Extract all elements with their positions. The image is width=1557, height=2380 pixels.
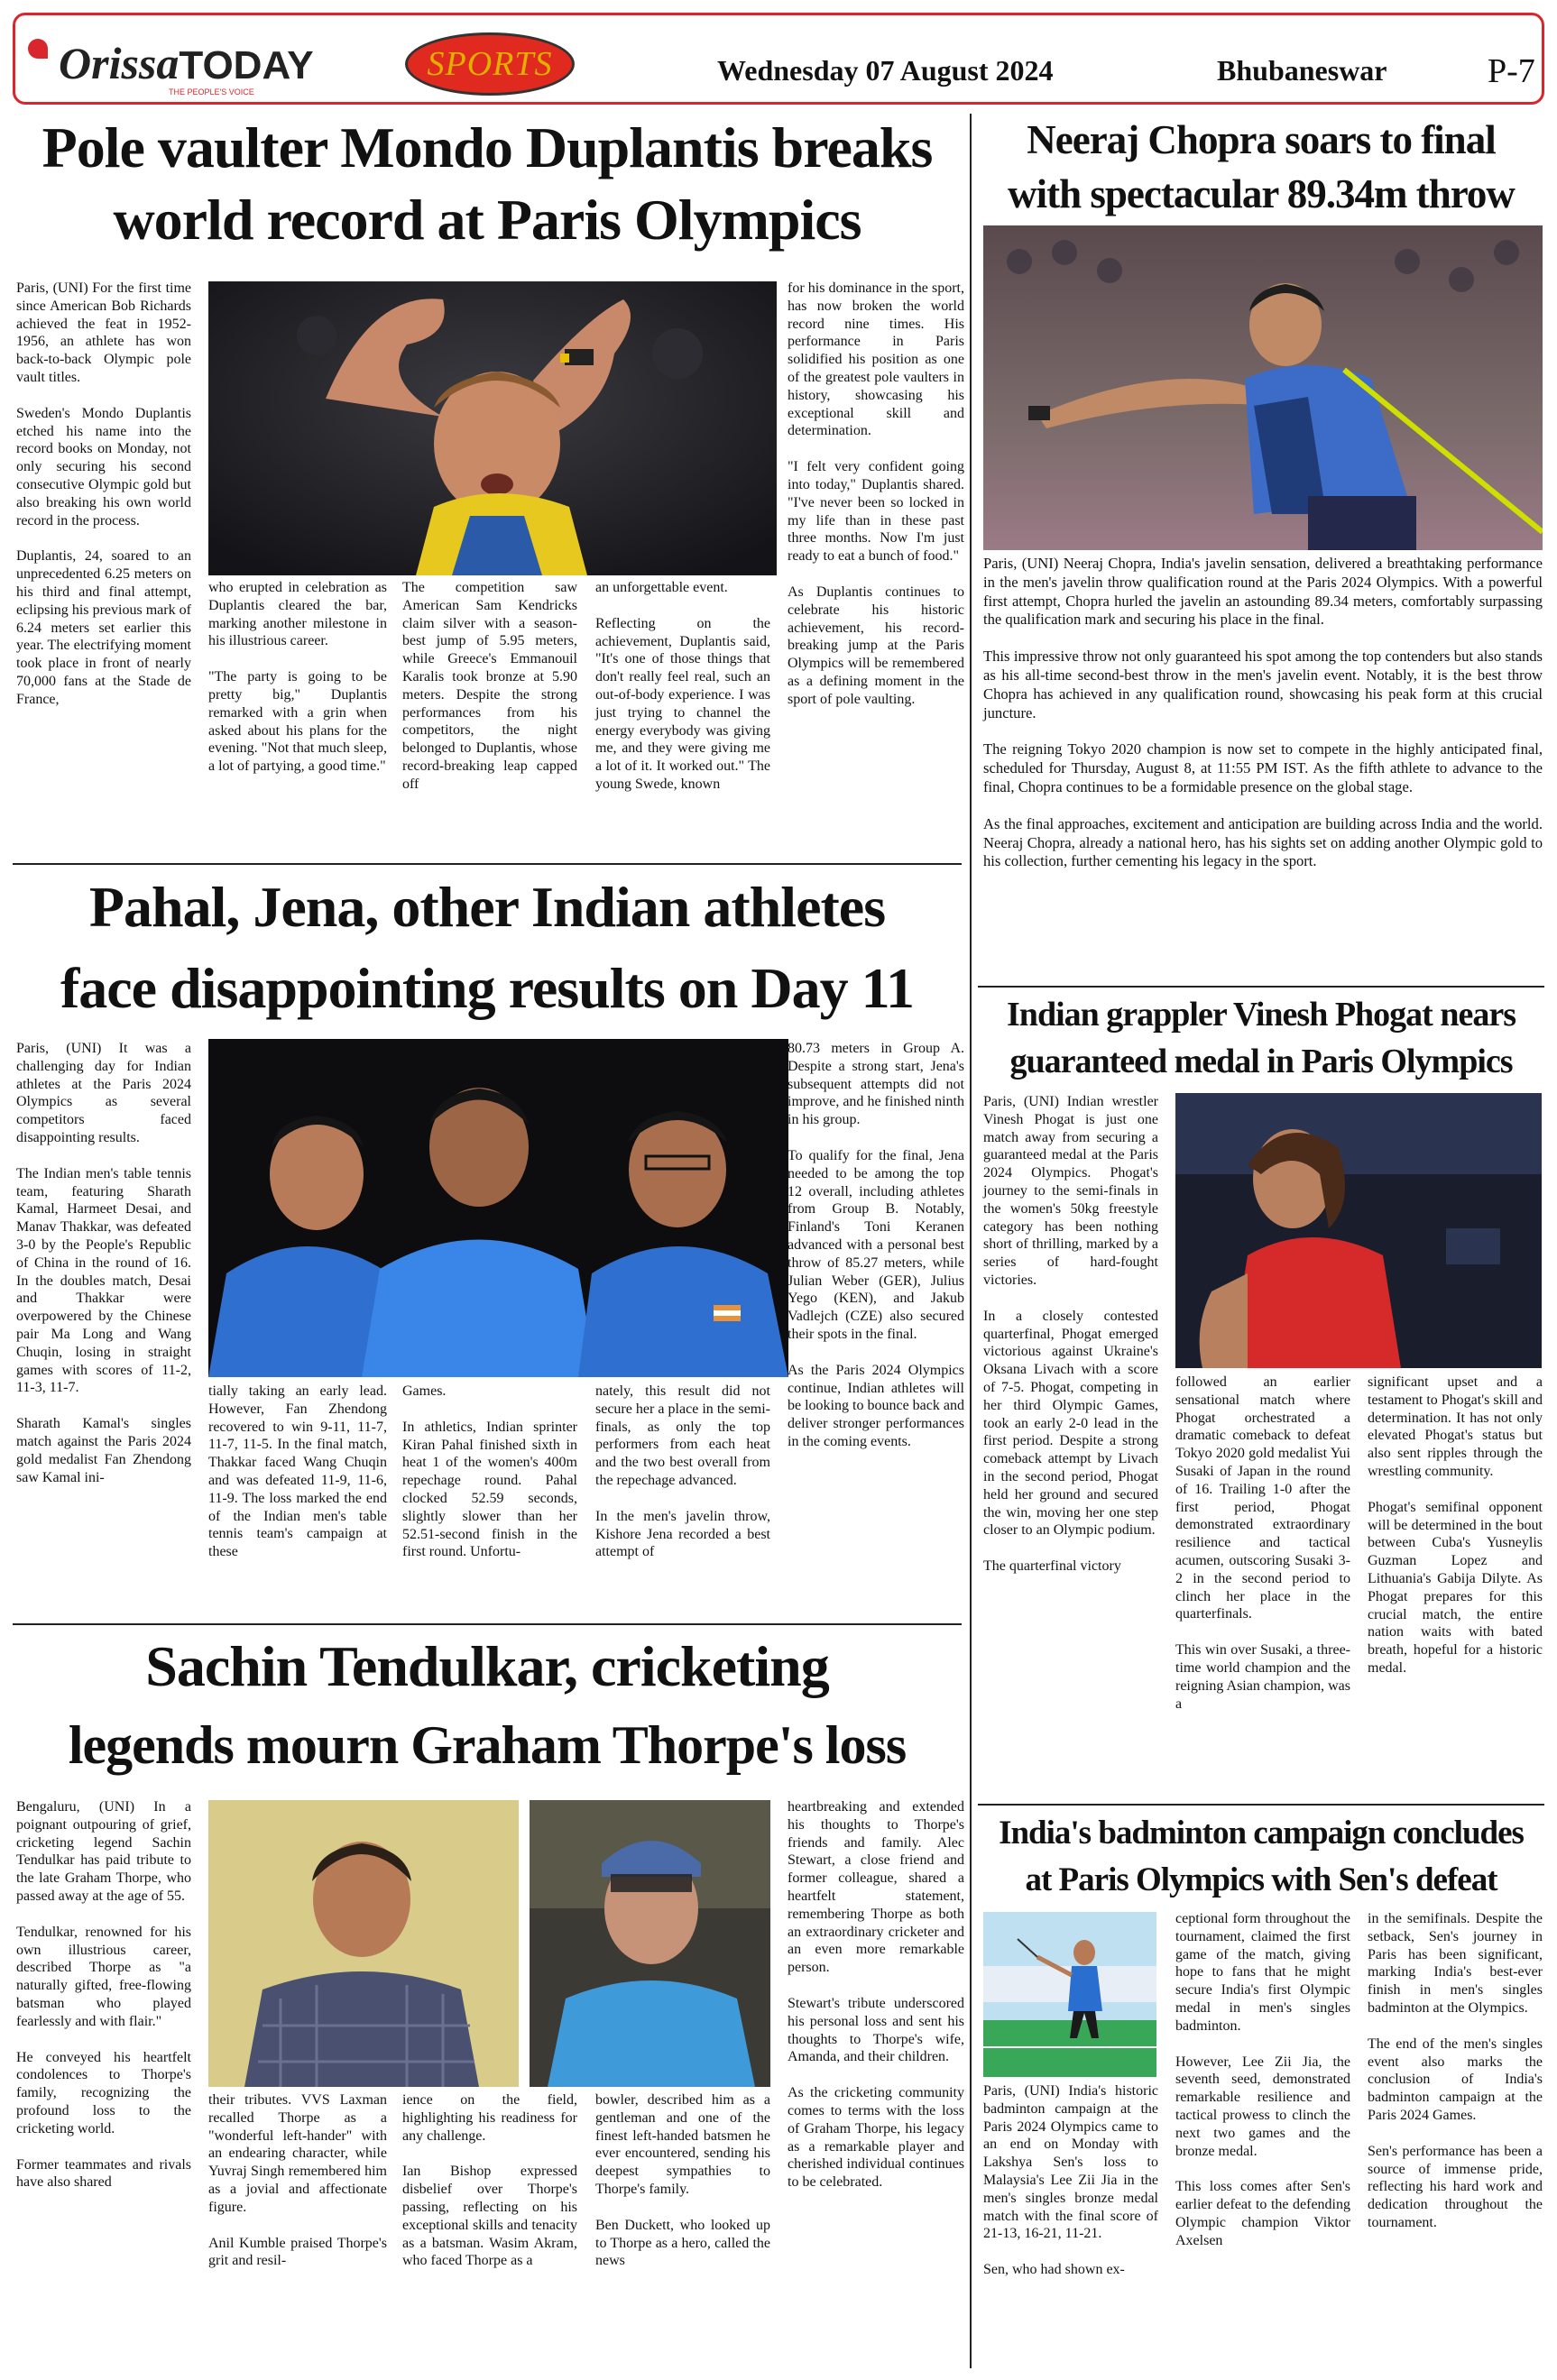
headline-duplantis-line1[interactable]: Pole vaulter Mondo Duplantis breaks: [41, 115, 933, 179]
paragraph: Paris, (UNI) For the first time since American Bob Richards achieved the feat in 1952-1956, an athlete has won back-to-back Olympic pole vault titles.: [16, 280, 191, 385]
headline-sen-line2[interactable]: at Paris Olympics with Sen's defeat: [1025, 1861, 1497, 1898]
paragraph: Paris, (UNI) It was a challenging day for Indian athletes at the Paris 2024 Olympics as several competitors faced disappointing results.: [16, 1041, 191, 1145]
phogat-col-1: [983, 1093, 1158, 1594]
paragraph: bowler, described him as a gentleman and one of the finest left-handed batsmen he ever encountered, sending his deepest sympathies to Thorpe's family.: [595, 2092, 770, 2197]
pahal-col-3: [402, 1383, 577, 1579]
headline-pahal-line1[interactable]: Pahal, Jena, other Indian athletes: [88, 875, 886, 939]
paragraph: nately, this result did not secure her a place in the semi-finals, as only the top performers from each heat and the two best overall from the repechage advanced.: [595, 1383, 770, 1488]
photo-tendulkar: [208, 1800, 519, 2087]
paragraph: He conveyed his heartfelt condolences to Thorpe's family, recognizing the profound loss to the cricketing world.: [16, 2049, 191, 2136]
column-divider: [970, 114, 972, 2368]
section-badge: SPORTS: [405, 32, 575, 96]
paragraph: In a closely contested quarterfinal, Phogat emerged victorious against Ukraine's Oksana Livach with a score of 7-5. Phogat, competing in her third Olympic Games, took an early 2-0 lead in the first period. Despite a strong comeback attempt by Livach in the second period, Phogat held her ground and secured the win, moving her one step closer to an Olympic podium.: [983, 1308, 1158, 1539]
paragraph: As the Paris 2024 Olympics continue, Indian athletes will be looking to bounce back and deliver stronger performances in the coming events.: [788, 1362, 964, 1449]
paragraph: The Indian men's table tennis team, featuring Sharath Kamal, Harmeet Desai, and Manav Thakkar, was defeated 3-0 by the People's Republic of China in the round of 16. In the doubles match, Desai and Thakkar were overpowered by the Chinese pair Ma Long and Wang Chuqin, losing in straight games with scores of 11-2, 11-3, 11-7.: [16, 1165, 191, 1396]
duplantis-col-2: [208, 579, 387, 794]
headline-duplantis-line2[interactable]: world record at Paris Olympics: [113, 188, 861, 252]
photo-table-tennis-team: [208, 1039, 788, 1377]
tendulkar-col-2: [208, 2091, 387, 2288]
logo-today: TODAY: [179, 43, 314, 87]
headline-chopra-line1[interactable]: Neeraj Chopra soars to final: [1027, 117, 1496, 162]
paragraph: Ben Duckett, who looked up to Thorpe as a hero, called the news: [595, 2217, 770, 2269]
paragraph: As the cricketing community comes to terms with the loss of Graham Thorpe, his legacy as a remarkable player and cherished individual continues to be celebrated.: [788, 2085, 964, 2191]
headline-sen-line1[interactable]: India's badminton campaign concludes: [999, 1815, 1524, 1852]
tendulkar-col-3: [402, 2091, 577, 2288]
paragraph: Sweden's Mondo Duplantis etched his name into the record books on Monday, not only securing his second consecutive Olympic gold but also breaking his own world record in the process.: [16, 405, 191, 528]
paragraph: The competition saw American Sam Kendricks claim silver with a season-best jump of 5.95 meters, while Greece's Emmanouil Karalis took bronze at 5.90 meters. Despite the strong performances from his competitors, the night belonged to Duplantis, whose record-breaking leap capped off: [402, 580, 577, 792]
duplantis-col-5: [788, 280, 964, 727]
paragraph: In athletics, Indian sprinter Kiran Pahal finished sixth in heat 1 of the women's 400m repechage round. Pahal clocked 52.59 seconds, slightly slower than her 52.51-second finish in the first round. Unfortu-: [402, 1419, 577, 1560]
paragraph: followed an earlier sensational match where Phogat orchestrated a dramatic comeback to defeat Tokyo 2020 gold medalist Yui Susaki of Japan in the round of 16. Trailing 1-0 after the first period, Phogat demonstrated extraordinary resilience and tactical acumen, outscoring Susaki 3-2 in the second period to clinch her place in the quarterfinals.: [1175, 1374, 1350, 1622]
tendulkar-col-5: [788, 1798, 964, 2210]
paragraph: As the final approaches, excitement and anticipation are building across India and the world. Neeraj Chopra, already a national hero, has his sights set on adding another Olympic gold to his collection, further cementing his legacy in the sport.: [983, 814, 1543, 870]
paragraph: Sen's performance has been a source of immense pride, reflecting his hard work and dedication throughout the tournament.: [1368, 2143, 1543, 2230]
paragraph: Sen, who had shown ex-: [983, 2262, 1125, 2278]
photo-duplantis: [208, 281, 777, 575]
page-number: P-7: [1488, 52, 1535, 90]
section-divider: [978, 1804, 1544, 1806]
paragraph: Stewart's tribute underscored his personal loss and sent his thoughts to Thorpe's wife, Amanda, and their children.: [788, 1995, 964, 2065]
paragraph: However, Lee Zii Jia, the seventh seed, demonstrated remarkable resilience and tactical prowess to clinch the next two games and the bronze medal.: [1175, 2054, 1350, 2159]
sen-col-2: [1175, 1910, 1350, 2268]
paragraph: To qualify for the final, Jena needed to be among the top 12 overall, including athletes from Group B. Notably, Finland's Toni Keranen advanced with a personal best throw of 85.27 meters, while Julian Weber (GER), Julius Yego (KEN), and Jakub Vadlejch (CZE) also secured their spots in the final.: [788, 1147, 964, 1342]
paragraph: Paris, (UNI) India's historic badminton campaign at the Paris 2024 Olympics came to an end on Monday with Lakshya Sen's loss to Malaysia's Lee Zii Jia in the men's singles bronze medal match with the final score of 21-13, 16-21, 11-21.: [983, 2083, 1158, 2242]
section-divider: [13, 1623, 962, 1625]
paragraph: This loss comes after Sen's earlier defeat to the defending Olympic champion Viktor Axelsen: [1175, 2179, 1350, 2248]
paragraph: The reigning Tokyo 2020 champion is now set to compete in the highly anticipated final, scheduled for Thursday, August 8, at 11:55 PM IST. As the fifth athlete to advance to the final, Chopra continues to be a formidable presence on the global stage.: [983, 740, 1543, 795]
paragraph: in the semifinals. Despite the setback, Sen's journey in Paris has been significant, marking India's best-ever finish in men's singles badminton at the Olympics.: [1368, 1911, 1543, 2016]
paragraph: for his dominance in the sport, has now broken the world record nine times. His performance in Paris solidified his position as one of the greatest pole vaulters in history, showcasing his exceptional skill and determination.: [788, 280, 964, 439]
paragraph: 80.73 meters in Group A. Despite a strong start, Jena's subsequent attempts did not improve, and he finished ninth in his group.: [788, 1041, 964, 1128]
paragraph: who erupted in celebration as Duplantis cleared the bar, marking another milestone in his illustrious career.: [208, 580, 387, 649]
edition-city: Bhubaneswar: [1217, 54, 1387, 87]
headline-pahal-line2[interactable]: face disappointing results on Day 11: [60, 956, 915, 1020]
phogat-col-2: [1175, 1374, 1350, 1731]
logo-orissa: Orissa: [59, 38, 180, 88]
photo-sen: [983, 1912, 1156, 2077]
sen-col-1: [983, 2082, 1158, 2297]
section-divider: [978, 986, 1544, 988]
paragraph: This impressive throw not only guaranteed his spot among the top contenders but also stands as his all-time second-best throw in the men's javelin event. Notably, it is the best throw Chopra has achieved in any qualification round, showcasing his peak form at this crucial juncture.: [983, 648, 1543, 721]
chopra-body: [983, 555, 1543, 889]
paragraph: Paris, (UNI) Neeraj Chopra, India's javelin sensation, delivered a breathtaking performance in the men's javelin throw qualification round at the Paris 2024 Olympics. With a powerful first attempt, Chopra hurled the javelin an astounding 89.34 meters, comfortably surpassing the qualification mark and securing his place in the final.: [983, 555, 1543, 629]
pahal-col-4: [595, 1383, 770, 1579]
duplantis-col-3: [402, 579, 577, 812]
headline-tendulkar-line2[interactable]: legends mourn Graham Thorpe's loss: [68, 1715, 907, 1775]
logo[interactable]: [33, 37, 314, 96]
paragraph: As Duplantis continues to celebrate his historic achievement, his record-breaking jump at the Paris Olympics will be remembered as a defining moment in the sport of pole vaulting.: [788, 584, 964, 707]
paragraph: Bengaluru, (UNI) In a poignant outpouring of grief, cricketing legend Sachin Tendulkar has paid tribute to the late Graham Thorpe, who passed away at the age of 55.: [16, 1799, 191, 1904]
paragraph: The end of the men's singles event also marks the conclusion of India's badminton campaign at the Paris 2024 Games.: [1368, 2035, 1543, 2123]
paragraph: Tendulkar, renowned for his own illustrious career, described Thorpe as "a naturally gifted, free-flowing batsman who played fearlessly and with flair.": [16, 1924, 191, 2029]
paragraph: This win over Susaki, a three-time world champion and the reigning Asian champion, was a: [1175, 1642, 1350, 1712]
paragraph: "The party is going to be pretty big," Duplantis remarked with a grin when asked about his plans for the evening. "Not that much sleep, a lot of partying, a good time.": [208, 669, 387, 775]
paragraph: their tributes. VVS Laxman recalled Thorpe as a "wonderful left-hander" with an endearing character, while Yuvraj Singh remembered him as a jovial and affectionate figure.: [208, 2092, 387, 2215]
paragraph: ience on the field, highlighting his readiness for any challenge.: [402, 2092, 577, 2144]
headline-chopra-line2[interactable]: with spectacular 89.34m throw: [1008, 171, 1515, 216]
paragraph: In the men's javelin throw, Kishore Jena recorded a best attempt of: [595, 1508, 770, 1560]
phogat-col-3: [1368, 1374, 1543, 1695]
paragraph: heartbreaking and extended his thoughts to Thorpe's friends and family. Alec Stewart, a close friend and former colleague, shared a heartfelt statement, remembering Thorpe as both an extraordinary cricketer and an even more remarkable person.: [788, 1799, 964, 1976]
paragraph: ceptional form throughout the tournament, claimed the first game of the match, giving hope to fans that he might secure India's first Olympic medal in men's singles badminton.: [1175, 1911, 1350, 2034]
paragraph: Former teammates and rivals have also shared: [16, 2156, 191, 2191]
paragraph: "I felt very confident going into today," Duplantis shared. "I've never been so locked in my life than in these past three months. Now I'm just ready to eat a bunch of food.": [788, 459, 964, 565]
photo-chopra: [983, 225, 1543, 550]
paragraph: Reflecting on the achievement, Duplantis said, "It's one of those things that don't really feel real, such an out-of-body experience. I was just trying to channel the energy everybody was giving me, and they were giving me a lot of it. It worked out." The young Swede, known: [595, 615, 770, 792]
paragraph: Games.: [402, 1383, 447, 1399]
duplantis-col-4: [595, 579, 770, 812]
paragraph: Phogat's semifinal opponent will be determined in the bout between Cuba's Yusneylis Guzman Lopez and Lithuania's Gabija Dilyte. As Phogat prepares for this crucial match, the entire nation waits with bated breath, hopeful for a historic medal.: [1368, 1499, 1543, 1676]
sen-col-3: [1368, 1910, 1543, 2250]
masthead: [13, 13, 1544, 105]
paragraph: Ian Bishop expressed disbelief over Thorpe's passing, reflecting on his exceptional skills and tenacity as a batsman. Wasim Akram, who faced Thorpe as a: [402, 2164, 577, 2269]
tendulkar-col-1: [16, 1798, 191, 2210]
paragraph: Sharath Kamal's singles match against the Paris 2024 gold medalist Fan Zhendong saw Kamal ini-: [16, 1416, 191, 1485]
headline-phogat-line2[interactable]: guaranteed medal in Paris Olympics: [1009, 1043, 1513, 1080]
headline-phogat-line1[interactable]: Indian grappler Vinesh Phogat nears: [1007, 996, 1516, 1034]
photo-thorpe: [530, 1800, 770, 2087]
pahal-col-1: [16, 1040, 191, 1504]
pahal-col-2: [208, 1383, 387, 1579]
section-divider: [13, 863, 962, 865]
headline-tendulkar-line1[interactable]: Sachin Tendulkar, cricketing: [145, 1634, 829, 1698]
issue-date: Wednesday 07 August 2024: [717, 54, 1054, 87]
paragraph: significant upset and a testament to Phogat's skill and determination. It has not only elevated Phogat's status but also sent ripples through the wrestling community.: [1368, 1374, 1543, 1479]
pahal-col-5: [788, 1040, 964, 1469]
paragraph: Paris, (UNI) Indian wrestler Vinesh Phogat is just one match away from securing a guaranteed medal at the Paris 2024 Olympics. Phogat's journey to the semi-finals in the women's 50kg freestyle category has been nothing short of thrilling, marked by a series of hard-fought victories.: [983, 1094, 1158, 1288]
tendulkar-col-4: [595, 2091, 770, 2288]
paragraph: The quarterfinal victory: [983, 1558, 1121, 1575]
paragraph: Anil Kumble praised Thorpe's grit and resil-: [208, 2235, 387, 2269]
logo-tagline: THE PEOPLE'S VOICE: [169, 87, 254, 96]
paragraph: an unforgettable event.: [595, 580, 728, 595]
paragraph: Duplantis, 24, soared to an unprecedented 6.25 meters on his third and final attempt, eclipsing his previous mark of 6.24 meters set earlier this year. The electrifying moment took place in front of nearly 70,000 fans at the Stade de France,: [16, 548, 191, 707]
duplantis-col-1: [16, 280, 191, 727]
paragraph: tially taking an early lead. However, Fan Zhendong recovered to win 9-11, 11-7, 11-7, 11-5. In the final match, Thakkar faced Wang Chuqin and was defeated 11-9, 11-6, 11-9. The loss marked the end of the Indian men's table tennis team's campaign at these: [208, 1383, 387, 1560]
photo-phogat: [1175, 1093, 1542, 1368]
